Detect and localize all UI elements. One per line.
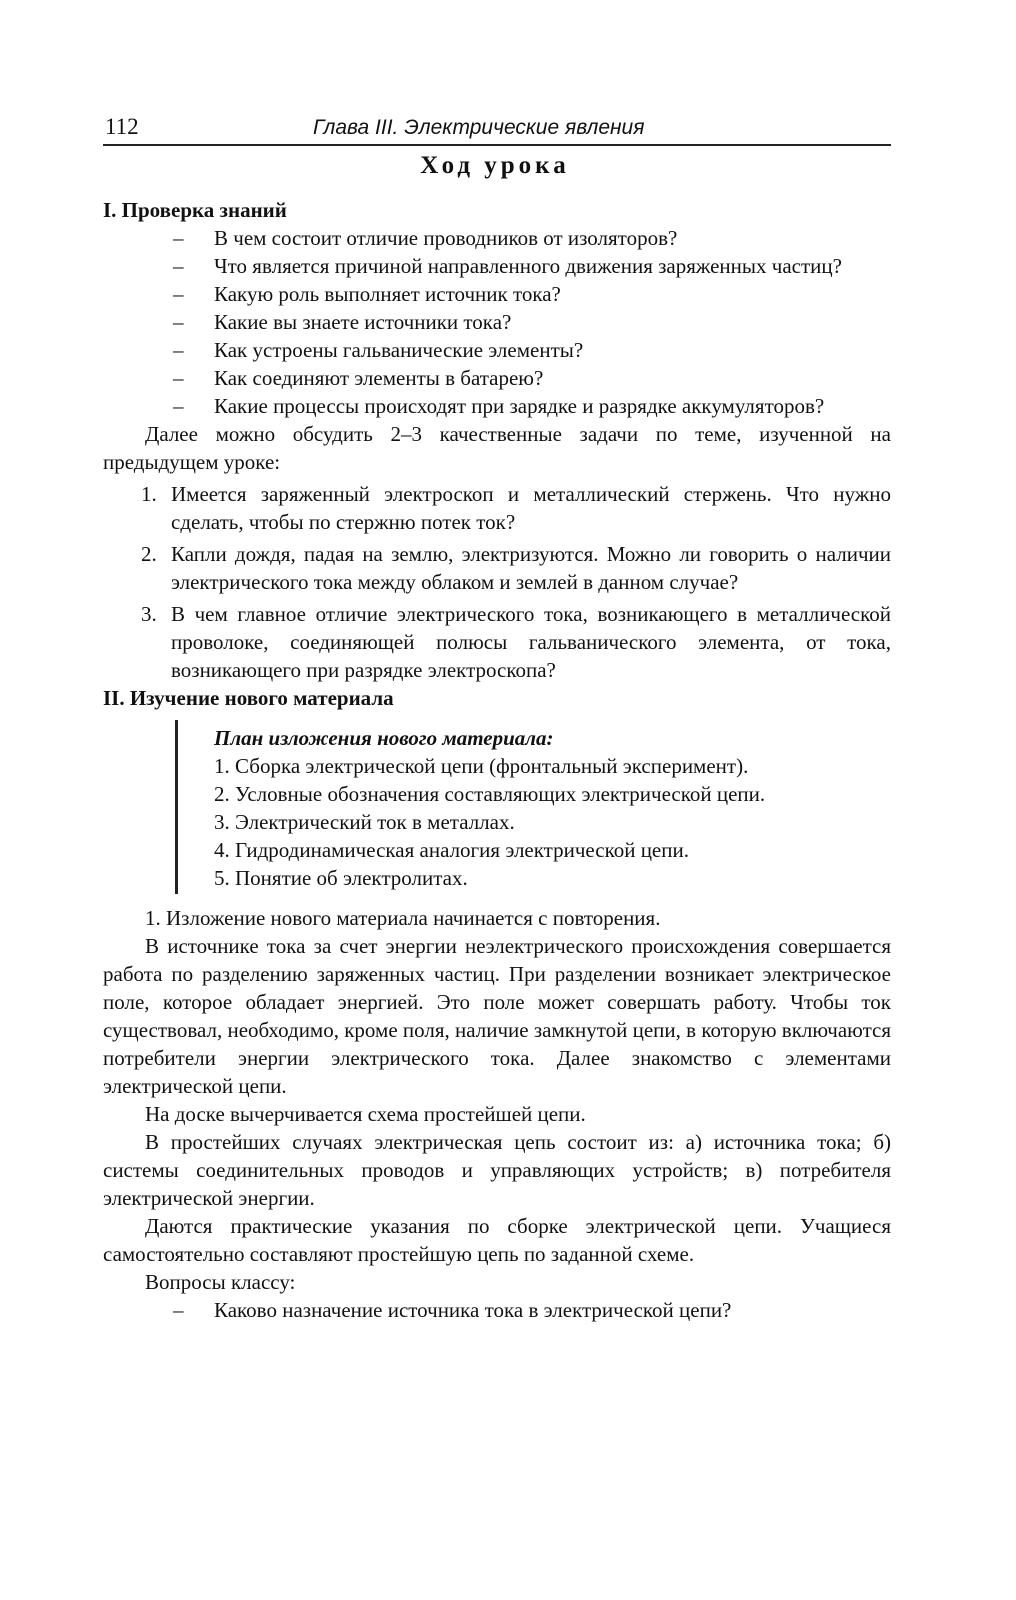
dash-marker: –: [173, 394, 184, 418]
lesson-title: Ход урока: [420, 152, 570, 179]
section-heading-new-material: II. Изучение нового материала: [103, 686, 394, 710]
dash-marker: –: [173, 226, 184, 250]
list-item: [103, 600, 891, 684]
plan-item: 4. Гидродинамическая аналогия электрической цепи.: [214, 838, 689, 862]
question-text: Как устроены гальванические элементы?: [214, 338, 584, 362]
plan-item: 3. Электрический ток в металлах.: [214, 810, 515, 834]
page-header: [103, 110, 891, 146]
question-text: Что является причиной направленного движения заряженных частиц?: [214, 254, 842, 278]
question-text: Какие процессы происходят при зарядке и разрядке аккумуляторов?: [214, 394, 825, 418]
task-text: Капли дождя, падая на землю, электризуются. Можно ли говорить о наличии электрического тока между облаком и землей в данном случае?: [171, 542, 891, 594]
plan-list: [214, 752, 891, 892]
plan-item: 2. Условные обозначения составляющих электрической цепи.: [214, 782, 766, 806]
list-item: [103, 540, 891, 596]
dash-marker: –: [173, 1298, 184, 1322]
plan-item: 1. Сборка электрической цепи (фронтальный эксперимент).: [214, 754, 749, 778]
list-item: [103, 336, 891, 364]
plan-title: План изложения нового материала:: [214, 726, 554, 750]
question-text: Какие вы знаете источники тока?: [214, 310, 512, 334]
question-text: В чем состоит отличие проводников от изоляторов?: [214, 226, 678, 250]
dash-marker: –: [173, 338, 184, 362]
task-text: В чем главное отличие электрического тока, возникающего в металлической проволоке, соединяющей полюсы гальванического элемента, от тока, возникающего при разрядке электроскопа?: [171, 602, 891, 682]
task-number: 3.: [141, 602, 157, 626]
question-text: Каково назначение источника тока в электрической цепи?: [214, 1298, 732, 1322]
list-item: [103, 392, 891, 420]
dash-marker: –: [173, 254, 184, 278]
paragraph: В источнике тока за счет энергии неэлектрического происхождения совершается работа по разделению заряженных частиц. При разделении возникает электрическое поле, которое обладает энергией. Это поле может совершать работу. Чтобы ток существовал, необходимо, кроме поля, наличие замкнутой цепи, в которую включаются потребители энергии электрического тока. Далее знакомство с элементами электрической цепи.: [103, 934, 891, 1098]
qualitative-tasks-list: [103, 480, 891, 684]
list-item: [103, 252, 891, 280]
paragraph: Вопросы классу:: [145, 1270, 296, 1294]
dash-marker: –: [173, 282, 184, 306]
task-text: Имеется заряженный электроскоп и металлический стержень. Что нужно сделать, чтобы по стержню потек ток?: [171, 482, 891, 534]
list-item: [103, 364, 891, 392]
plan-item: 5. Понятие об электролитах.: [214, 866, 468, 890]
section-heading-knowledge-check: I. Проверка знаний: [103, 198, 287, 222]
page-number: 112: [105, 114, 139, 139]
knowledge-questions-list: [103, 224, 891, 420]
task-number: 2.: [141, 542, 157, 566]
dash-marker: –: [173, 310, 184, 334]
running-title: Глава III. Электрические явления: [313, 116, 645, 139]
question-text: Какую роль выполняет источник тока?: [214, 282, 561, 306]
task-number: 1.: [141, 482, 157, 506]
tasks-intro: Далее можно обсудить 2–3 качественные задачи по теме, изученной на предыдущем уроке:: [103, 422, 891, 474]
material-plan-box: [175, 720, 891, 894]
list-item: [103, 308, 891, 336]
list-item: [103, 480, 891, 536]
paragraph: Даются практические указания по сборке электрической цепи. Учащиеся самостоятельно составляют простейшую цепь по заданной схеме.: [103, 1214, 891, 1266]
paragraph: На доске вычерчивается схема простейшей цепи.: [145, 1102, 586, 1126]
list-item: [103, 1296, 891, 1324]
class-questions-list: [103, 1296, 891, 1324]
dash-marker: –: [173, 366, 184, 390]
list-item: [103, 280, 891, 308]
question-text: Как соединяют элементы в батарею?: [214, 366, 544, 390]
list-item: [103, 224, 891, 252]
page-body: [103, 196, 891, 1324]
point-one-heading: 1. Изложение нового материала начинается с повторения.: [145, 906, 661, 930]
paragraph: В простейших случаях электрическая цепь состоит из: а) источника тока; б) системы соединительных проводов и управляющих устройств; в) потребителя электрической энергии.: [103, 1130, 891, 1210]
